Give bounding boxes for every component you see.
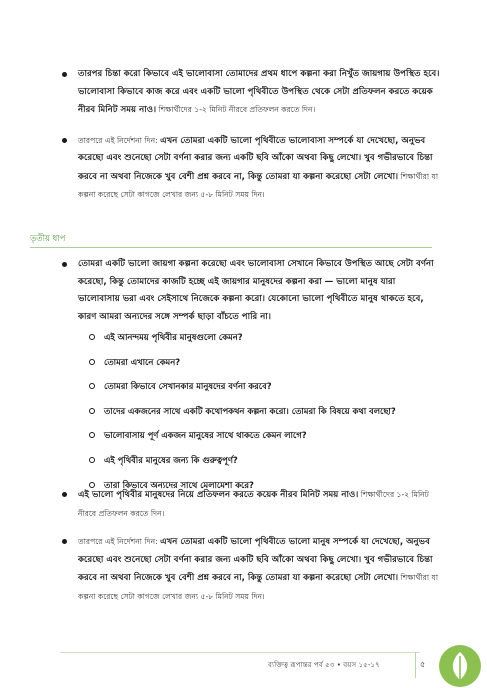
list-item bbox=[60, 486, 440, 523]
instruction-prefix: তারপরে এই নির্দেশনা দিন: bbox=[78, 135, 161, 145]
list-item bbox=[60, 256, 440, 326]
section-title: তৃতীয় ধাপ bbox=[30, 233, 66, 243]
instruction-bold: তোমরা একটি ভালো জায়গা কল্পনা করেছো এবং ভালোবাসা সেখানে কিভাবে উপস্থিত আছে সেটা বর্ণনা করেছো, কিন্তু তোমাদের কাজটি হচ্ছে এই জায়গার মানুষদের কল্পনা করা — ভালো মানুষ যারা ভালোবাসায় ভরা এবং সেইসাথে নিজেকে কল্পনা করো। যেকোনো ভালো পৃথিবীতে মানুষ থাকতে হবে, কারণ আমরা অন্যদের সঙ্গে সম্পর্ক ছাড়া বাঁচতে পারি না। bbox=[78, 259, 434, 322]
teacher-note: শিক্ষার্থীরা যা কল্পনা করেছে সেটা কাগজে লেখার জন্য ৫-৮ মিনিট সময় দিন। bbox=[78, 171, 439, 199]
question-item bbox=[60, 406, 440, 417]
section-divider bbox=[30, 247, 432, 248]
circle-bullet-icon bbox=[89, 432, 95, 438]
teacher-note: শিক্ষার্থীদের ১-২ মিনিট নীরবে প্রতিফলন করতে দিন। bbox=[78, 490, 429, 518]
question-text: এই আনন্দময় পৃথিবীর মানুষগুলো কেমন? bbox=[104, 332, 243, 342]
circle-bullet-icon bbox=[89, 359, 95, 365]
bullet-dot-icon bbox=[62, 492, 67, 497]
circle-bullet-icon bbox=[89, 383, 95, 389]
question-text: তোমরা এখানে কেমন? bbox=[104, 356, 181, 367]
circle-bullet-icon bbox=[89, 457, 95, 463]
question-text: ভালোবাসায় পূর্ণ একজন মানুষের সাথে থাকতে কেমন লাগে? bbox=[104, 430, 307, 441]
footer-text: ব্যক্তিত্ব রূপান্তর পর্ব ৫৩ • বয়স ১৫-১৭ bbox=[268, 660, 380, 669]
leaf-logo-icon bbox=[438, 644, 482, 688]
question-item bbox=[60, 455, 440, 466]
page-number: ৫ bbox=[420, 660, 426, 669]
list-item bbox=[60, 66, 440, 120]
footer-separator bbox=[415, 652, 416, 678]
question-text: তোমরা কিভাবে সেখানকার মানুষদের বর্ণনা করবে? bbox=[104, 381, 272, 392]
question-text: তাদের একজনের সাথে একটি কথোপকথন কল্পনা করো। তোমরা কি বিষয়ে কথা বলছো? bbox=[104, 405, 396, 416]
bullet-dot-icon bbox=[62, 262, 67, 267]
footer-divider bbox=[60, 652, 420, 653]
teacher-note: শিক্ষার্থীদের ১-২ মিনিট নীরবে প্রতিফলন করতে দিন। bbox=[156, 105, 316, 114]
section-3 bbox=[60, 486, 440, 616]
bullet-dot-icon bbox=[62, 72, 67, 77]
list-item bbox=[60, 132, 440, 205]
circle-bullet-icon bbox=[89, 334, 95, 340]
instruction-bold: এই ভালো পৃথিবীর মানুষদের নিয়ে প্রতিফলন করতে কয়েক নীরব মিনিট সময় নাও। bbox=[78, 490, 359, 500]
question-item bbox=[60, 430, 440, 441]
question-item bbox=[60, 357, 440, 368]
teacher-note: শিক্ষার্থীরা যা কল্পনা করেছে সেটা কাগজে লেখার জন্য ৫-৮ মিনিট সময় দিন। bbox=[78, 573, 439, 601]
question-text: তারা কিভাবে অন্যদের সাথে মেলামেশা করে? bbox=[104, 479, 254, 490]
bullet-dot-icon bbox=[62, 539, 67, 544]
circle-bullet-icon bbox=[89, 408, 95, 414]
section-2 bbox=[60, 256, 440, 504]
instruction-bold: এখন তোমরা একটি ভালো পৃথিবীতে ভালো মানুষ সম্পর্কে যা দেখেছো, অনুভব করেছো এবং শুনেছো সেটা বর্ণনা করার জন্য একটি ছবি আঁকো অথবা কিছু লেখো। খুব গভীরভাবে চিন্তা করবে না অথবা নিজেকে খুব বেশী প্রশ্ন করবে না, কিন্তু তোমরা যা কল্পনা করেছো সেটা লেখো। bbox=[78, 537, 433, 583]
question-list bbox=[60, 332, 440, 491]
instruction-prefix: তারপরে এই নির্দেশনা দিন: bbox=[78, 537, 161, 546]
section-1 bbox=[60, 66, 440, 217]
question-item bbox=[60, 332, 440, 343]
question-item bbox=[60, 381, 440, 392]
instruction-bold: তারপর চিন্তা করো কিভাবে এই ভালোবাসা তোমাদের প্রথম ধাপে কল্পনা করা নিখুঁত জায়গায় উপস্থিত হবে। ভালোবাসা কিভাবে কাজ করে এবং একটি ভালো পৃথিবীতে উপস্থিত থেকে সেটা প্রতিফলন করতে কয়েক নীরব মিনিট সময় নাও। bbox=[78, 69, 440, 115]
question-text: এই পৃথিবীর মানুষের জন্য কি গুরুত্বপূর্ণ? bbox=[104, 454, 238, 465]
list-item bbox=[60, 533, 440, 606]
instruction-bold: এখন তোমরা একটি ভালো পৃথিবীতে ভালোবাসা সম্পর্কে যা দেখেছো, অনুভব করেছো এবং শুনেছো সেটা বর্ণনা করার জন্য একটি ছবি আঁকো অথবা কিছু লেখো। খুব গভীরভাবে চিন্তা করবে না অথবা নিজেকে খুব বেশী প্রশ্ন করবে না, কিন্তু তোমরা যা কল্পনা করেছো সেটা লেখো। bbox=[78, 135, 433, 182]
bullet-dot-icon bbox=[62, 138, 67, 143]
